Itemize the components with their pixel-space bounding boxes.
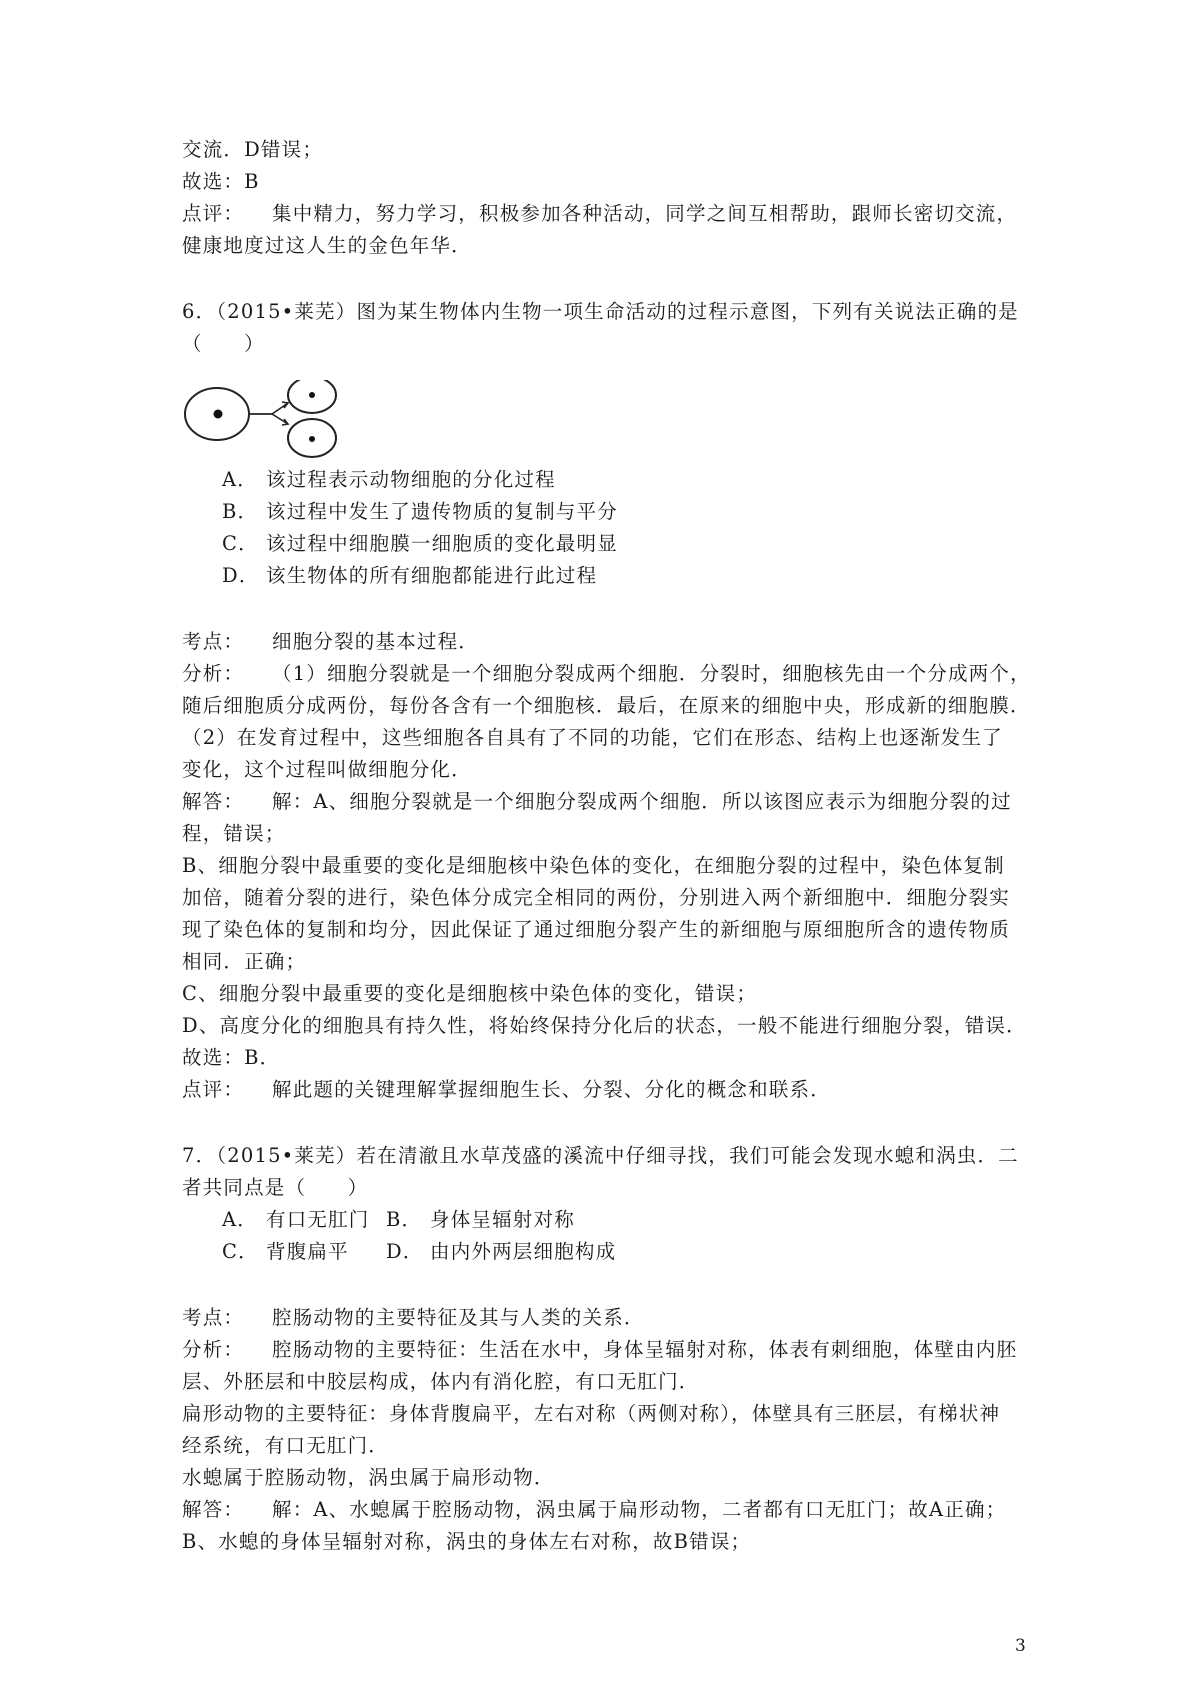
q7-fenxi-line2: 层、外胚层和中胶层构成，体内有消化腔，有口无肛门． bbox=[182, 1370, 700, 1393]
comment-text: 集中精力，努力学习，积极参加各种活动，同学之间互相帮助，跟师长密切交流， bbox=[272, 202, 1018, 225]
q6-option-a: A． 该过程表示动物细胞的分化过程 bbox=[222, 468, 556, 491]
prev-comment-line2: 健康地度过这人生的金色年华． bbox=[182, 234, 472, 257]
q6-fenxi-line3: （2）在发育过程中，这些细胞各自具有了不同的功能，它们在形态、结构上也逐渐发生了 bbox=[182, 726, 1003, 749]
q7-option-b-letter: B． bbox=[386, 1208, 423, 1231]
q6-jieda-line4: 加倍，随着分裂的进行，染色体分成完全相同的两份，分别进入两个新细胞中．细胞分裂实 bbox=[182, 886, 1011, 909]
q6-jieda-line3: B、细胞分裂中最重要的变化是细胞核中染色体的变化，在细胞分裂的过程中，染色体复制 bbox=[182, 854, 1005, 877]
q7-option-a-letter: A． bbox=[222, 1208, 258, 1231]
arrow-down bbox=[272, 414, 288, 425]
q7-fenxi-line3: 扁形动物的主要特征：身体背腹扁平，左右对称（两侧对称），体壁具有三胚层，有梯状神 bbox=[182, 1402, 1001, 1425]
prev-comment-line1 bbox=[182, 198, 1032, 230]
cell-division-figure bbox=[184, 380, 364, 460]
comment-label: 点评： bbox=[182, 202, 245, 225]
q7-stem-line1: 7．（2015•莱芜）若在清澈且水草茂盛的溪流中仔细寻找，我们可能会发现水螅和涡虫．二 bbox=[182, 1144, 1019, 1167]
q7-option-d-letter: D． bbox=[386, 1240, 424, 1263]
q6-stem-line1: 6．（2015•莱芜）图为某生物体内生物一项生命活动的过程示意图，下列有关说法正确的是 bbox=[182, 300, 1019, 323]
prev-answer-line bbox=[182, 166, 1032, 198]
q6-option-c: C． 该过程中细胞膜一细胞质的变化最明显 bbox=[222, 532, 618, 555]
q7-option-a-text: 有口无肛门 bbox=[266, 1208, 370, 1231]
q7-options-row1 bbox=[222, 1204, 1072, 1236]
q6-option-d: D． 该生物体的所有细胞都能进行此过程 bbox=[222, 564, 598, 587]
q7-option-b-text: 身体呈辐射对称 bbox=[430, 1208, 575, 1231]
page-number: 3 bbox=[1015, 1636, 1026, 1656]
q6-answer: 故选：B． bbox=[182, 1046, 281, 1069]
q7-option-c-letter: C． bbox=[222, 1240, 259, 1263]
q7-jieda-line2: B、水螅的身体呈辐射对称，涡虫的身体左右对称，故B错误； bbox=[182, 1530, 752, 1553]
daughter-nucleus-top bbox=[309, 392, 315, 398]
q6-stem-line2: （ ） bbox=[182, 332, 265, 355]
answer-label: 故选： bbox=[182, 170, 245, 193]
q6-fenxi-line4: 变化，这个过程叫做细胞分化． bbox=[182, 758, 472, 781]
q7-options-row2 bbox=[222, 1236, 1072, 1268]
q6-jieda-line5: 现了染色体的复制和均分，因此保证了通过细胞分裂产生的新细胞与原细胞所含的遗传物质 bbox=[182, 918, 1011, 941]
q6-jieda-line8: D、高度分化的细胞具有持久性，将始终保持分化后的状态，一般不能进行细胞分裂，错误． bbox=[182, 1014, 1027, 1037]
q6-jieda-line1: 解答： 解：A、细胞分裂就是一个细胞分裂成两个细胞．所以该图应表示为细胞分裂的过 bbox=[182, 790, 1012, 813]
q7-kaodian: 考点： 腔肠动物的主要特征及其与人类的关系． bbox=[182, 1306, 645, 1329]
q6-jieda-line2: 程，错误； bbox=[182, 822, 286, 845]
q7-fenxi-line1: 分析： 腔肠动物的主要特征：生活在水中，身体呈辐射对称，体表有刺细胞，体壁由内胚 bbox=[182, 1338, 1018, 1361]
q7-fenxi-line4: 经系统，有口无肛门． bbox=[182, 1434, 390, 1457]
q6-jieda-line6: 相同．正确； bbox=[182, 950, 307, 973]
parent-nucleus bbox=[214, 410, 223, 419]
answer-value: B bbox=[244, 170, 260, 193]
prev-answer-tail: 交流．D错误； bbox=[182, 138, 324, 161]
q7-fenxi-line5: 水螅属于腔肠动物，涡虫属于扁形动物． bbox=[182, 1466, 555, 1489]
q6-jieda-line7: C、细胞分裂中最重要的变化是细胞核中染色体的变化，错误； bbox=[182, 982, 758, 1005]
q6-fenxi-line1: 分析： （1）细胞分裂就是一个细胞分裂成两个细胞．分裂时，细胞核先由一个分成两个， bbox=[182, 662, 1031, 685]
q7-option-c-text: 背腹扁平 bbox=[266, 1240, 349, 1263]
daughter-nucleus-bottom bbox=[309, 436, 315, 442]
q7-stem-line2: 者共同点是（ ） bbox=[182, 1176, 369, 1199]
arrow-up bbox=[272, 402, 288, 414]
q7-option-d-text: 由内外两层细胞构成 bbox=[430, 1240, 617, 1263]
q7-jieda-line1: 解答： 解：A、水螅属于腔肠动物，涡虫属于扁形动物，二者都有口无肛门；故A正确； bbox=[182, 1498, 1007, 1521]
q6-kaodian: 考点： 细胞分裂的基本过程． bbox=[182, 630, 480, 653]
q6-fenxi-line2: 随后细胞质分成两份，每份各含有一个细胞核．最后，在原来的细胞中央，形成新的细胞膜． bbox=[182, 694, 1031, 717]
q6-dianping: 点评： 解此题的关键理解掌握细胞生长、分裂、分化的概念和联系． bbox=[182, 1078, 831, 1101]
q6-option-b: B． 该过程中发生了遗传物质的复制与平分 bbox=[222, 500, 618, 523]
